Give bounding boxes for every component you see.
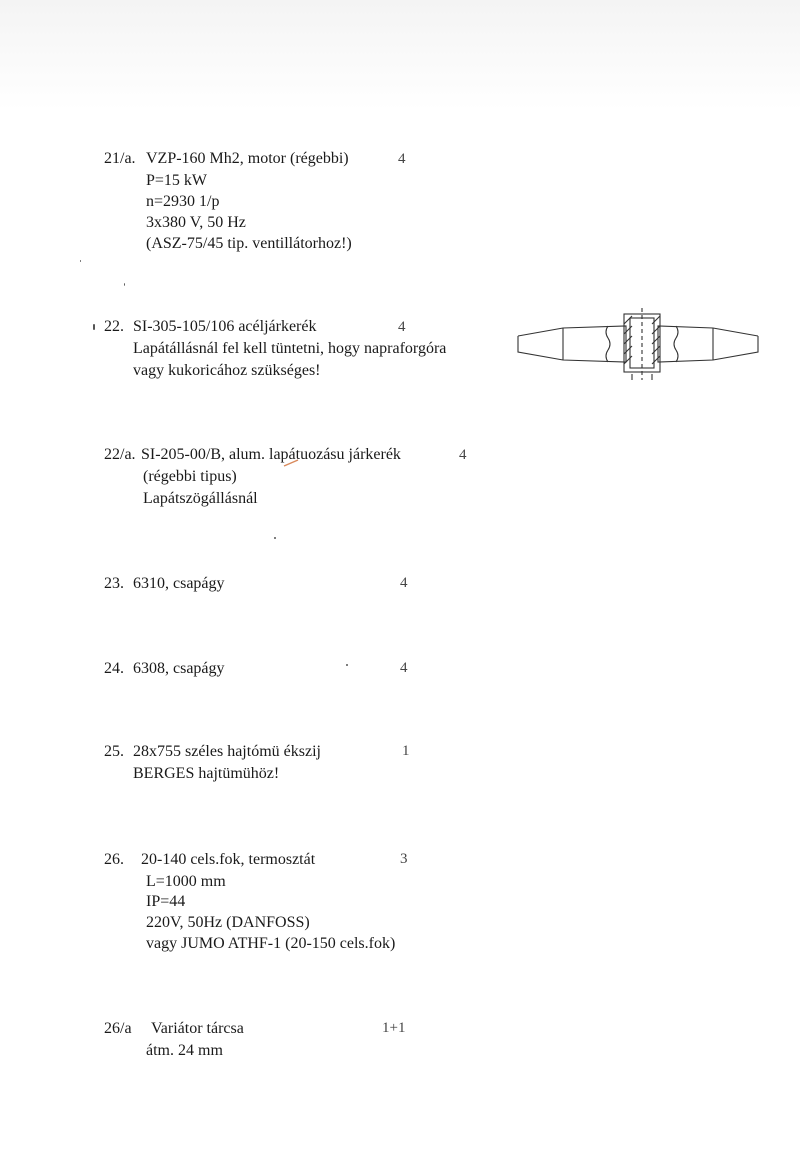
- item-number: 26.: [104, 851, 124, 868]
- item-title: SI-305-105/106 acéljárkerék: [133, 318, 317, 335]
- speck-mark: [124, 283, 125, 286]
- item-title: SI-205-00/B, alum. lapátuozásu járkerék: [141, 446, 401, 463]
- item-detail: BERGES hajtümühöz!: [133, 765, 280, 782]
- item-quantity: 1+1: [382, 1020, 406, 1036]
- item-detail: n=2930 1/p: [146, 193, 220, 210]
- item-title: Variátor tárcsa: [151, 1020, 244, 1037]
- item-quantity: 4: [400, 660, 408, 676]
- item-quantity: 4: [459, 447, 467, 463]
- item-number: 23.: [104, 575, 124, 592]
- item-title: VZP-160 Mh2, motor (régebbi): [146, 150, 349, 167]
- item-detail: Lapátállásnál fel kell tüntetni, hogy napraforgóra: [133, 340, 447, 357]
- speck-mark: [346, 664, 348, 666]
- item-detail: átm. 24 mm: [146, 1042, 223, 1059]
- item-number: 24.: [104, 660, 124, 677]
- item-number: 26/a: [104, 1020, 132, 1037]
- item-title: 20-140 cels.fok, termosztát: [141, 851, 316, 868]
- item-detail: vagy JUMO ATHF-1 (20-150 cels.fok): [146, 935, 396, 952]
- item-number: 25.: [104, 743, 124, 760]
- impeller-hub-drawing-icon: [508, 304, 768, 384]
- speck-mark: [274, 537, 276, 539]
- item-number: 22.: [104, 318, 124, 335]
- item-quantity: 4: [398, 151, 406, 167]
- item-quantity: 4: [400, 575, 408, 591]
- item-detail: 220V, 50Hz (DANFOSS): [146, 914, 310, 931]
- scan-shading: [0, 0, 800, 110]
- item-detail: P=15 kW: [146, 172, 208, 189]
- item-quantity: 3: [400, 851, 408, 867]
- item-detail: vagy kukoricához szükséges!: [133, 362, 321, 379]
- item-detail: (ASZ-75/45 tip. ventillátorhoz!): [146, 235, 352, 252]
- item-detail: 3x380 V, 50 Hz: [146, 214, 246, 231]
- item-quantity: 4: [398, 319, 406, 335]
- item-number: 21/a.: [104, 150, 136, 167]
- item-detail: L=1000 mm: [146, 873, 226, 890]
- item-detail: IP=44: [146, 893, 186, 910]
- item-quantity: 1: [402, 743, 410, 759]
- item-detail: Lapátszögállásnál: [143, 490, 258, 507]
- pen-stroke-mark: [282, 452, 312, 472]
- item-number: 22/a.: [104, 446, 136, 463]
- speck-mark: [80, 260, 81, 262]
- item-title: 28x755 széles hajtómü ékszij: [133, 743, 321, 760]
- item-title: 6308, csapágy: [133, 660, 225, 677]
- item-detail: (régebbi tipus): [143, 468, 237, 485]
- item-title: 6310, csapágy: [133, 575, 225, 592]
- margin-mark: [93, 324, 95, 330]
